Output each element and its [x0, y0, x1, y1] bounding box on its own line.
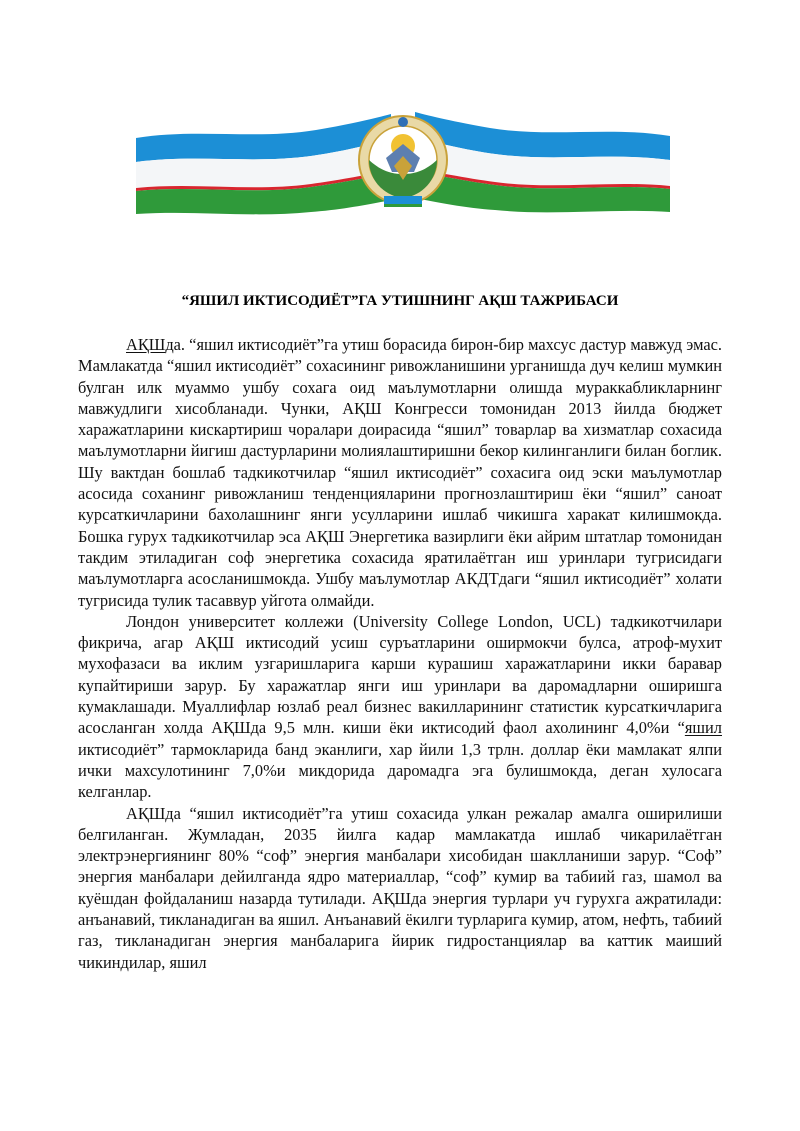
document-title: “ЯШИЛ ИКТИСОДИЁТ”ГА УТИШНИНГ АҚШ ТАЖРИБАСИ — [181, 293, 619, 309]
document-body — [78, 334, 722, 973]
paragraph-1 — [78, 334, 722, 611]
paragraph-2-text-a: Лондон университет коллежи (University College London, UCL) тадкикотчилари фикрича, агар АҚШ иктисодий усиш суръатларини оширмокчи булса, атроф-мухит мухофазаси ва иклим узгаришларига карши курашиш харажатларини икки баравар купайтириши зарур. Бу харажатлар янги иш уринлари ва даромадларни оширишга кумаклашади. Муаллифлар юзлаб реал бизнес вакилларининг статистик курсаткичларига асосланган холда АҚШда 9,5 млн. киши ёки иктисодий фаол ахолининг 4,0%и “ — [78, 611, 722, 738]
paragraph-2-text-b: иктисодиёт” тармокларида банд эканлиги, хар йили 1,3 трлн. доллар ёки мамлакат ялпи ички махсулотининг 7,0%и микдорида даромадга эга булишмокда, деган хулосага келганлар. — [78, 739, 722, 802]
paragraph-2 — [78, 611, 722, 803]
underlined-word: яшил — [684, 718, 722, 738]
paragraph-3: АҚШда “яшил иктисодиёт”га утиш сохасида улкан режалар амалга оширилиши белгиланган. Жумладан, 2035 йилга кадар мамлакатда ишлаб чикарилаётган электрэнергиянинг 80% “соф” энергия манбалари хисобидан шаклланиши зарур. “Соф” энергия манбалари дейилганда ядро материаллар, “соф” кумир ва табиий газ, шамол ва куёшдан фойдаланиш назарда тутилади. АҚШда энергия турлари уч гурухга ажратилади: анъанавий, тикланадиган ва яшил. Анъанавий ёкилги турларига кумир, атом, нефть, табиий газ, тикланадиган энергия манбаларига йирик гидростанциялар ва каттик маиший чикиндилар, яшил — [78, 803, 722, 972]
underlined-abbreviation: АҚШ — [126, 335, 166, 354]
state-emblem-banner-icon — [136, 100, 670, 218]
paragraph-1-text: да. “яшил иктисодиёт”га утиш борасида бирон-бир махсус дастур мавжуд эмас. Мамлакатда “яшил иктисодиёт” сохасининг ривожланишини урганишда дуч келиш мумкин булган илк муаммо ушбу сохага оид маълумотларни олишда мураккабликларнинг мавжудлиги хисобланади. Чунки, АҚШ Конгресси томонидан 2013 йилда бюджет харажатларини кискартириш чоралари доирасида “яшил” товарлар ва хизматлар сохасида маълумотларни йигиш дастурларини молиялаштиришни бекор килинганлиги билан боглик. Шу вактдан бошлаб тадкикотчилар “яшил иктисодиёт” сохасига оид эски маълумотлар асосида соханинг ривожланиш тенденцияларини прогнозлаштириш ёки “яшил” саноат курсаткичларини бахолашнинг янги усулларини ишлаб чикишга харакат килишмокда. Бошка гурух тадкикотчилар эса АҚШ Энергетика вазирлиги ёки айрим штатлар томонидан такдим этиладиган соф энергетика сохасида яратилаётган иш уринлари тугрисидаги маълумотларга асосланишмокда. Ушбу маълумотлар АКДТдаги “яшил иктисодиёт” холати тугрисида тулик тасаввур уйгота олмайди. — [78, 335, 722, 610]
